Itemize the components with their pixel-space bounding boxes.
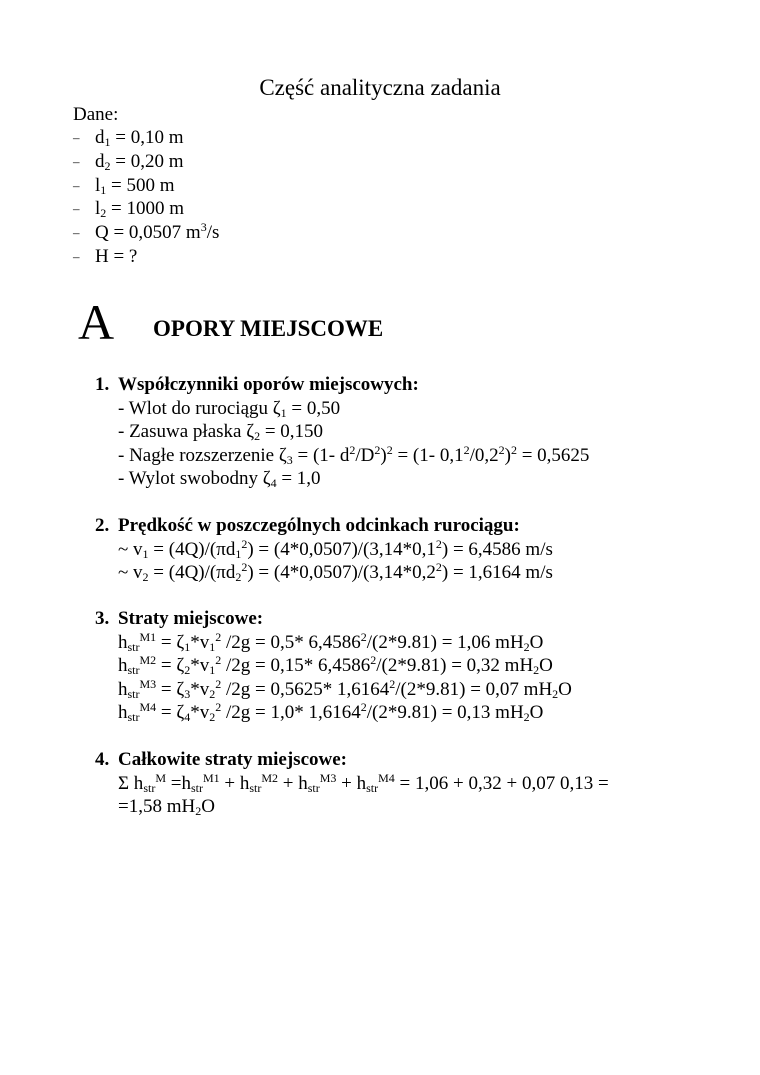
given-item-q: – Q = 0,0507 $m^3/s$ bbox=[73, 220, 220, 244]
bullet: – bbox=[73, 153, 80, 169]
coef-inlet: - Wlot do rurociągu $\zeta_1 = 0,50$ bbox=[118, 397, 341, 420]
given-item-l2: – $l_2 = 1000$ m bbox=[73, 198, 185, 221]
section-letter: A bbox=[78, 294, 115, 350]
section-title: OPORY MIEJSCOWE bbox=[153, 316, 384, 341]
given-item-h: – H = ? bbox=[73, 245, 138, 267]
block-local-losses bbox=[95, 607, 572, 725]
total-loss-sum: Σ $h_{str}^M =h_{str}^{M1} + h_{str}^{M2} + h_{str}^{M3} + h_{str}^{M4} = 1,06 + 0,32 + 0,07$ 0,13 = bbox=[118, 770, 609, 795]
loss-m4: $h_{str}^{M4} = \zeta_4*v_2^2$ /2g = 1,0* $1,6164^2/(2*9.81) = 0,13$ $mH_2O$ bbox=[118, 700, 544, 724]
bullet: – bbox=[73, 177, 80, 193]
given-item-d1: – $d_1 = 0,10$ m bbox=[73, 127, 184, 149]
block-velocities bbox=[95, 514, 553, 585]
velocity-v1: ~ $v_1 = (4Q)/(\pi d_1^2) = (4*0,0507)/(3,14*0,1^2) = 6,4586$ m/s bbox=[118, 536, 553, 561]
bullet: – bbox=[73, 248, 80, 264]
block-heading: 2. Prędkość w poszczególnych odcinkach rurociągu: bbox=[95, 515, 520, 536]
bullet: – bbox=[73, 130, 80, 145]
coef-gate-valve: - Zasuwa płaska $\zeta_2 = 0,150$ bbox=[118, 421, 324, 443]
coef-free-outlet: - Wylot swobodny $\zeta_4 = 1,0$ bbox=[118, 468, 321, 490]
loss-m3: $h_{str}^{M3} = \zeta_3*v_2^2$ /2g = 0,5625* $1,6164^2/(2*9.81) = 0,07$ $mH_2O$ bbox=[118, 676, 572, 701]
total-loss-result: =1,58 $mH_2O$ bbox=[118, 796, 215, 818]
block-heading: 3. Straty miejscowe: bbox=[95, 608, 264, 629]
block-heading: 1. Współczynniki oporów miejscowych: bbox=[95, 374, 419, 395]
loss-m1: $h_{str}^{M1} = \zeta_1*v_1^2$ /2g = 0,5* $6,4586^2/(2*9.81) = 1,06$ $mH_2O$ bbox=[118, 629, 544, 654]
bullet: – bbox=[73, 225, 80, 241]
velocity-v2: ~ $v_2 = (4Q)/(\pi d_2^2) = (4*0,0507)/(3,14*0,2^2) = 1,6164$ m/s bbox=[118, 560, 553, 584]
bullet: – bbox=[73, 201, 80, 217]
given-list bbox=[73, 126, 219, 269]
given-label: Dane: bbox=[73, 104, 119, 125]
given-item-l1: – $l_1 = 500$ m bbox=[73, 174, 175, 197]
given-item-d2: – $d_2 = 0,20$ m bbox=[73, 150, 184, 173]
loss-m2: $h_{str}^{M2} = \zeta_2*v_1^2$ /2g = 0,15* $6,4586^2/(2*9.81) = 0,32$ $mH_2O$ bbox=[118, 653, 553, 677]
block-coefficients bbox=[95, 373, 589, 491]
block-heading: 4. Całkowite straty miejscowe: bbox=[95, 749, 347, 770]
block-total-losses bbox=[95, 748, 609, 819]
coef-sudden-expansion: - Nagłe rozszerzenie $\zeta_3 = (1-$ $d^2/D^2)^2 = (1-$ $0,1^2/0,2^2)^2 = 0,5625$ bbox=[118, 442, 590, 467]
page-title: Część analityczna zadania bbox=[259, 75, 501, 100]
